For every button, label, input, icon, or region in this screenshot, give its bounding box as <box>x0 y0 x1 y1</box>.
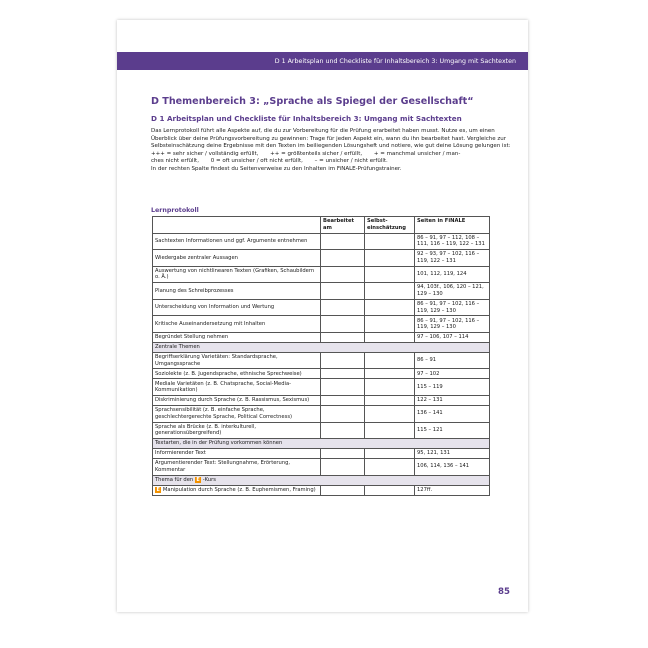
pages-cell: 136 – 141 <box>415 405 490 422</box>
aspect-cell <box>153 422 321 439</box>
aspect-cell <box>153 395 321 405</box>
table-row <box>153 299 490 316</box>
table-row <box>153 233 490 250</box>
self-assessment-cell[interactable] <box>365 316 415 333</box>
table-row <box>153 352 490 369</box>
legend-item: 0 = oft unsicher / oft nicht erfüllt, <box>210 158 303 165</box>
header-cell-aspect <box>153 217 321 234</box>
header-cell-self: Selbst- einschätzung <box>365 217 415 234</box>
legend-item: ++ = größtenteils sicher / erfüllt, <box>270 150 363 157</box>
aspect-text: Diskriminierung durch Sprache (z. B. Rassismus, Sexismus) <box>155 397 310 404</box>
pages-cell: 97 – 102 <box>415 369 490 379</box>
section-row-label <box>153 439 490 449</box>
aspect-text: Kritische Auseinandersetzung mit Inhalten <box>155 320 266 327</box>
done-date-cell[interactable] <box>321 283 365 300</box>
pages-cell: 106, 114, 136 – 141 <box>415 459 490 476</box>
table-row <box>153 459 490 476</box>
table-body <box>153 233 490 495</box>
page-number: 85 <box>498 587 510 597</box>
learning-protocol-table <box>152 216 490 496</box>
pages-cell: 115 – 119 <box>415 379 490 396</box>
section-row-text: Zentrale Themen <box>155 344 200 351</box>
table-row <box>153 316 490 333</box>
legend-item: + = manchmal unsicher / man- <box>373 150 461 157</box>
section-row-text: Textarten, die in der Prüfung vorkommen können <box>155 440 283 447</box>
pages-cell: 92 – 93, 97 – 102, 116 – 119, 122 – 131 <box>415 250 490 267</box>
self-assessment-cell[interactable] <box>365 250 415 267</box>
pages-cell: 101, 112, 119, 124 <box>415 266 490 283</box>
aspect-cell <box>153 233 321 250</box>
intro-closing: In der rechten Spalte findest du Seitenverweise zu den Inhalten im FiNALE-Prüfungstrainer. <box>151 165 402 172</box>
aspect-text: Sachtexten Informationen und ggf. Argumente entnehmen <box>155 238 308 245</box>
table-row <box>153 250 490 267</box>
pages-cell: 97 – 106, 107 – 114 <box>415 332 490 342</box>
pages-cell: 86 – 91, 97 – 102, 116 – 119, 129 – 130 <box>415 316 490 333</box>
done-date-cell[interactable] <box>321 395 365 405</box>
section-title: D Themenbereich 3: „Sprache als Spiegel der Gesellschaft“ <box>151 96 474 107</box>
running-header-text: D 1 Arbeitsplan und Checkliste für Inhaltsbereich 3: Umgang mit Sachtexten <box>274 57 516 65</box>
done-date-cell[interactable] <box>321 233 365 250</box>
done-date-cell[interactable] <box>321 449 365 459</box>
section-row-text: -Kurs <box>202 476 216 483</box>
done-date-cell[interactable] <box>321 379 365 396</box>
table-section-row <box>153 439 490 449</box>
table-row <box>153 395 490 405</box>
done-date-cell[interactable] <box>321 299 365 316</box>
done-date-cell[interactable] <box>321 485 365 495</box>
pages-cell: 86 – 91, 97 – 112, 108 – 111, 116 – 119, 122 – 131 <box>415 233 490 250</box>
table-row <box>153 283 490 300</box>
aspect-cell <box>153 250 321 267</box>
aspect-text: Planung des Schreibprozesses <box>155 287 234 294</box>
pages-cell: 127ff. <box>415 485 490 495</box>
aspect-text: Begründet Stellung nehmen <box>155 334 229 341</box>
aspect-cell <box>153 459 321 476</box>
table-row <box>153 449 490 459</box>
section-row-label <box>153 342 490 352</box>
done-date-cell[interactable] <box>321 369 365 379</box>
done-date-cell[interactable] <box>321 422 365 439</box>
aspect-text: Begriffserklärung Varietäten: Standardsprache, Umgangssprache <box>155 354 278 367</box>
aspect-text: Auswertung von nichtlinearen Texten (Grafiken, Schaubildern o. Ä.) <box>155 267 315 281</box>
table-row <box>153 422 490 439</box>
pages-cell: 86 – 91, 97 – 102, 116 – 119, 129 – 130 <box>415 299 490 316</box>
e-course-badge: E <box>156 486 160 493</box>
self-assessment-cell[interactable] <box>365 352 415 369</box>
self-assessment-cell[interactable] <box>365 299 415 316</box>
aspect-cell <box>153 369 321 379</box>
aspect-cell <box>153 283 321 300</box>
aspect-text: Argumentierender Text: Stellungnahme, Erörterung, Kommentar <box>155 460 291 473</box>
aspect-text: Sprache als Brücke (z. B. interkulturell, generationsübergreifend) <box>155 423 256 437</box>
table-row <box>153 405 490 422</box>
e-course-badge: E <box>196 476 200 483</box>
aspect-cell <box>153 485 321 495</box>
pages-cell: 122 – 131 <box>415 395 490 405</box>
pages-cell: 95, 121, 131 <box>415 449 490 459</box>
aspect-cell <box>153 379 321 396</box>
table-section-row <box>153 475 490 485</box>
done-date-cell[interactable] <box>321 332 365 342</box>
self-assessment-cell[interactable] <box>365 332 415 342</box>
table-row <box>153 369 490 379</box>
aspect-cell <box>153 405 321 422</box>
aspect-text: Soziolekte (z. B. Jugendsprache, ethnische Sprechweise) <box>155 370 302 377</box>
self-assessment-cell[interactable] <box>365 422 415 439</box>
self-assessment-cell[interactable] <box>365 379 415 396</box>
section-row-label <box>153 475 490 485</box>
done-date-cell[interactable] <box>321 459 365 476</box>
aspect-text: Sprachsensibilität (z. B. einfache Sprache, geschlechtergerechte Sprache, Political Correctness) <box>155 407 293 420</box>
legend-line-1 <box>151 151 521 159</box>
intro-paragraph: Das Lernprotokoll führt alle Aspekte auf, die du zur Vorbereitung für die Prüfung erarbeitet haben musst. Nutze es, um einen Überblick über deine Prüfungsvorbereitung zu gewinnen: Trage für jeden Aspekt ein, wann du ihn bearbeitet hast. Vergleiche zur Selbsteinschätzung deine Ergebnisse mit den Texten im beiliegenden Lösungsheft und notiere, wie gut deine Lösung gelungen ist: <box>151 128 511 150</box>
self-assessment-cell[interactable] <box>365 233 415 250</box>
aspect-text: Wiedergabe zentraler Aussagen <box>155 254 238 261</box>
pages-cell: 94, 103f., 106, 120 – 121, 129 – 130 <box>415 283 490 300</box>
aspect-cell <box>153 352 321 369</box>
running-header <box>117 52 528 70</box>
self-assessment-cell[interactable] <box>365 485 415 495</box>
aspect-text: Mediale Varietäten (z. B. Chatsprache, Social-Media-Kommunikation) <box>155 380 291 394</box>
aspect-cell <box>153 299 321 316</box>
subsection-title: D 1 Arbeitsplan und Checkliste für Inhaltsbereich 3: Umgang mit Sachtexten <box>151 114 462 123</box>
done-date-cell[interactable] <box>321 316 365 333</box>
table-row <box>153 379 490 396</box>
section-row-text: Thema für den <box>155 476 195 483</box>
aspect-text: Manipulation durch Sprache (z. B. Euphemismen, Framing) <box>162 486 316 493</box>
header-cell-done: Bearbeitet am <box>321 217 365 234</box>
header-cell-pages: Seiten in FiNALE <box>415 217 490 234</box>
aspect-cell <box>153 266 321 283</box>
table-header-row <box>153 217 490 234</box>
intro-text <box>151 128 521 174</box>
table-row <box>153 332 490 342</box>
done-date-cell[interactable] <box>321 250 365 267</box>
legend-item: +++ = sehr sicher / vollständig erfüllt, <box>151 150 259 157</box>
self-assessment-cell[interactable] <box>365 283 415 300</box>
table-row <box>153 485 490 495</box>
protocol-title: Lernprotokoll <box>151 207 199 214</box>
table-section-row <box>153 342 490 352</box>
self-assessment-cell[interactable] <box>365 369 415 379</box>
done-date-cell[interactable] <box>321 352 365 369</box>
aspect-cell <box>153 316 321 333</box>
legend-item: – = unsicher / nicht erfüllt. <box>314 158 388 165</box>
document-page <box>117 20 528 612</box>
legend-item: ches nicht erfüllt, <box>151 158 199 165</box>
self-assessment-cell[interactable] <box>365 266 415 283</box>
aspect-text: Informierender Text <box>155 450 206 457</box>
self-assessment-cell[interactable] <box>365 405 415 422</box>
pages-cell: 115 – 121 <box>415 422 490 439</box>
aspect-text: Unterscheidung von Information und Wertung <box>155 304 275 311</box>
aspect-cell <box>153 332 321 342</box>
done-date-cell[interactable] <box>321 266 365 283</box>
self-assessment-cell[interactable] <box>365 459 415 476</box>
legend-line-2 <box>151 158 521 166</box>
pages-cell: 86 – 91 <box>415 352 490 369</box>
self-assessment-cell[interactable] <box>365 395 415 405</box>
done-date-cell[interactable] <box>321 405 365 422</box>
self-assessment-cell[interactable] <box>365 449 415 459</box>
table-row <box>153 266 490 283</box>
aspect-cell <box>153 449 321 459</box>
